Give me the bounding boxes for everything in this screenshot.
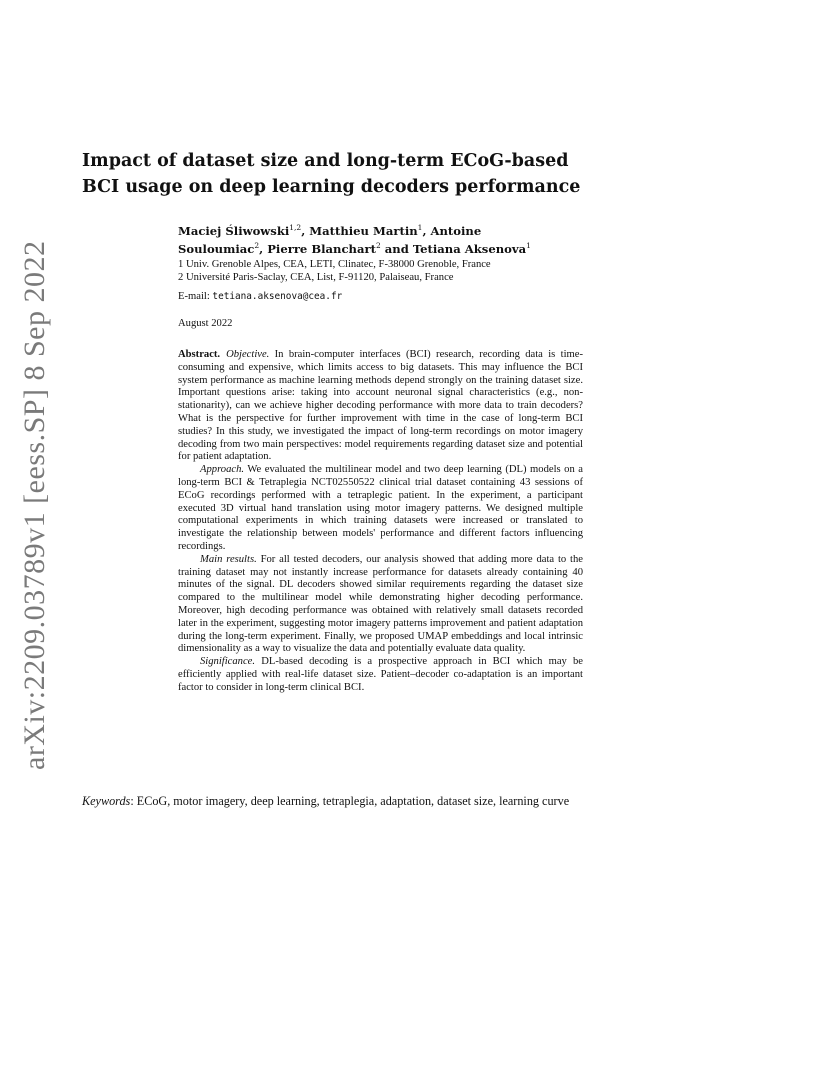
abstract: [178, 349, 583, 695]
results-text: For all tested decoders, our analysis showed that adding more data to the training dataset may not instantly increase performance for datasets already containing 40 minutes of the signal. DL decoders showed similar requirements regarding the dataset size compared to the multilinear model while demonstrating higher decoding performance. Moreover, high decoding performance was obtained with relatively small datasets recorded later in the experiment, suggesting motor imagery patterns improvement and patient adaptation during the long-term experiment. Finally, we proposed UMAP embeddings and local intrinsic dimensionality as a way to visualize the data and potentially evaluate data quality.: [178, 553, 583, 655]
abstract-significance: [178, 656, 583, 694]
author-name: Souloumiac: [178, 242, 255, 256]
abstract-heading: Abstract.: [178, 349, 221, 360]
keywords-text: : ECoG, motor imagery, deep learning, tetraplegia, adaptation, dataset size, learning curve: [130, 794, 570, 808]
author-name: and Tetiana Aksenova: [380, 242, 527, 256]
significance-text: DL-based decoding is a prospective approach in BCI which may be efficiently applied with real-life dataset size. Patient–decoder co-adaptation is an important factor to consider in long-term clinical BCI.: [178, 656, 583, 693]
results-label: Main results.: [200, 553, 257, 565]
author-line-2: [178, 240, 598, 258]
approach-label: Approach.: [200, 464, 245, 476]
approach-text: We evaluated the multilinear model and two deep learning (DL) models on a long-term BCI & Tetraplegia NCT02550522 clinical trial dataset containing 43 sessions of ECoG recordings performed with a tetraplegic patient. In the experiment, a participant executed 3D virtual hand translation using motor imagery patterns. We designed multiple computational experiments in which training datasets were increased or translated to investigate the relationship between models' performance and different factors influencing recordings.: [178, 464, 583, 552]
affiliation-mark: 2: [375, 241, 381, 250]
arxiv-identifier: arXiv:2209.03789v1 [eess.SP] 8 Sep 2022: [18, 240, 51, 770]
author-name: Maciej Śliwowski: [178, 224, 290, 238]
email-line: [178, 291, 342, 302]
email-address[interactable]: tetiana.aksenova@cea.fr: [212, 291, 343, 302]
affiliation-mark: 2: [254, 241, 260, 250]
objective-label: Objective.: [226, 349, 270, 360]
affiliation-2: 2 Université Paris-Saclay, CEA, List, F-91120, Palaiseau, France: [178, 272, 454, 283]
author-name: , Antoine: [422, 224, 482, 238]
email-label: E-mail:: [178, 291, 213, 302]
affiliation-mark: 1: [526, 241, 531, 250]
title-line-1: Impact of dataset size and long-term ECoG-based: [82, 151, 569, 171]
title-line-2: BCI usage on deep learning decoders performance: [82, 177, 581, 197]
author-list: [178, 222, 598, 258]
abstract-objective: [178, 349, 583, 464]
author-name: , Pierre Blanchart: [259, 242, 376, 256]
author-name: , Matthieu Martin: [301, 224, 418, 238]
affiliation-1: 1 Univ. Grenoble Alpes, CEA, LETI, Clinatec, F-38000 Grenoble, France: [178, 259, 491, 270]
affiliations: [178, 258, 598, 284]
abstract-approach: [178, 464, 583, 554]
paper-title: [82, 148, 642, 200]
affiliation-mark: 1: [417, 223, 423, 232]
author-line-1: [178, 222, 598, 240]
publication-date: August 2022: [178, 318, 233, 329]
keywords: [82, 793, 582, 809]
significance-label: Significance.: [200, 656, 256, 668]
keywords-label: Keywords: [82, 794, 131, 808]
abstract-main-results: [178, 554, 583, 656]
objective-text: In brain-computer interfaces (BCI) research, recording data is time-consuming and expensive, which limits access to big datasets. This may influence the BCI system performance as machine learning methods depend strongly on the training dataset size. Important questions arise: taking into account neuronal signal characteristics (e.g., non-stationarity), can we achieve higher decoding performance with more data to train decoders? What is the perspective for further improvement with time in the case of long-term BCI studies? In this study, we investigated the impact of long-term recordings on motor imagery decoding from two main perspectives: model requirements regarding dataset size and potential for patient adaptation.: [178, 349, 583, 463]
affiliation-mark: 1,2: [289, 223, 302, 232]
